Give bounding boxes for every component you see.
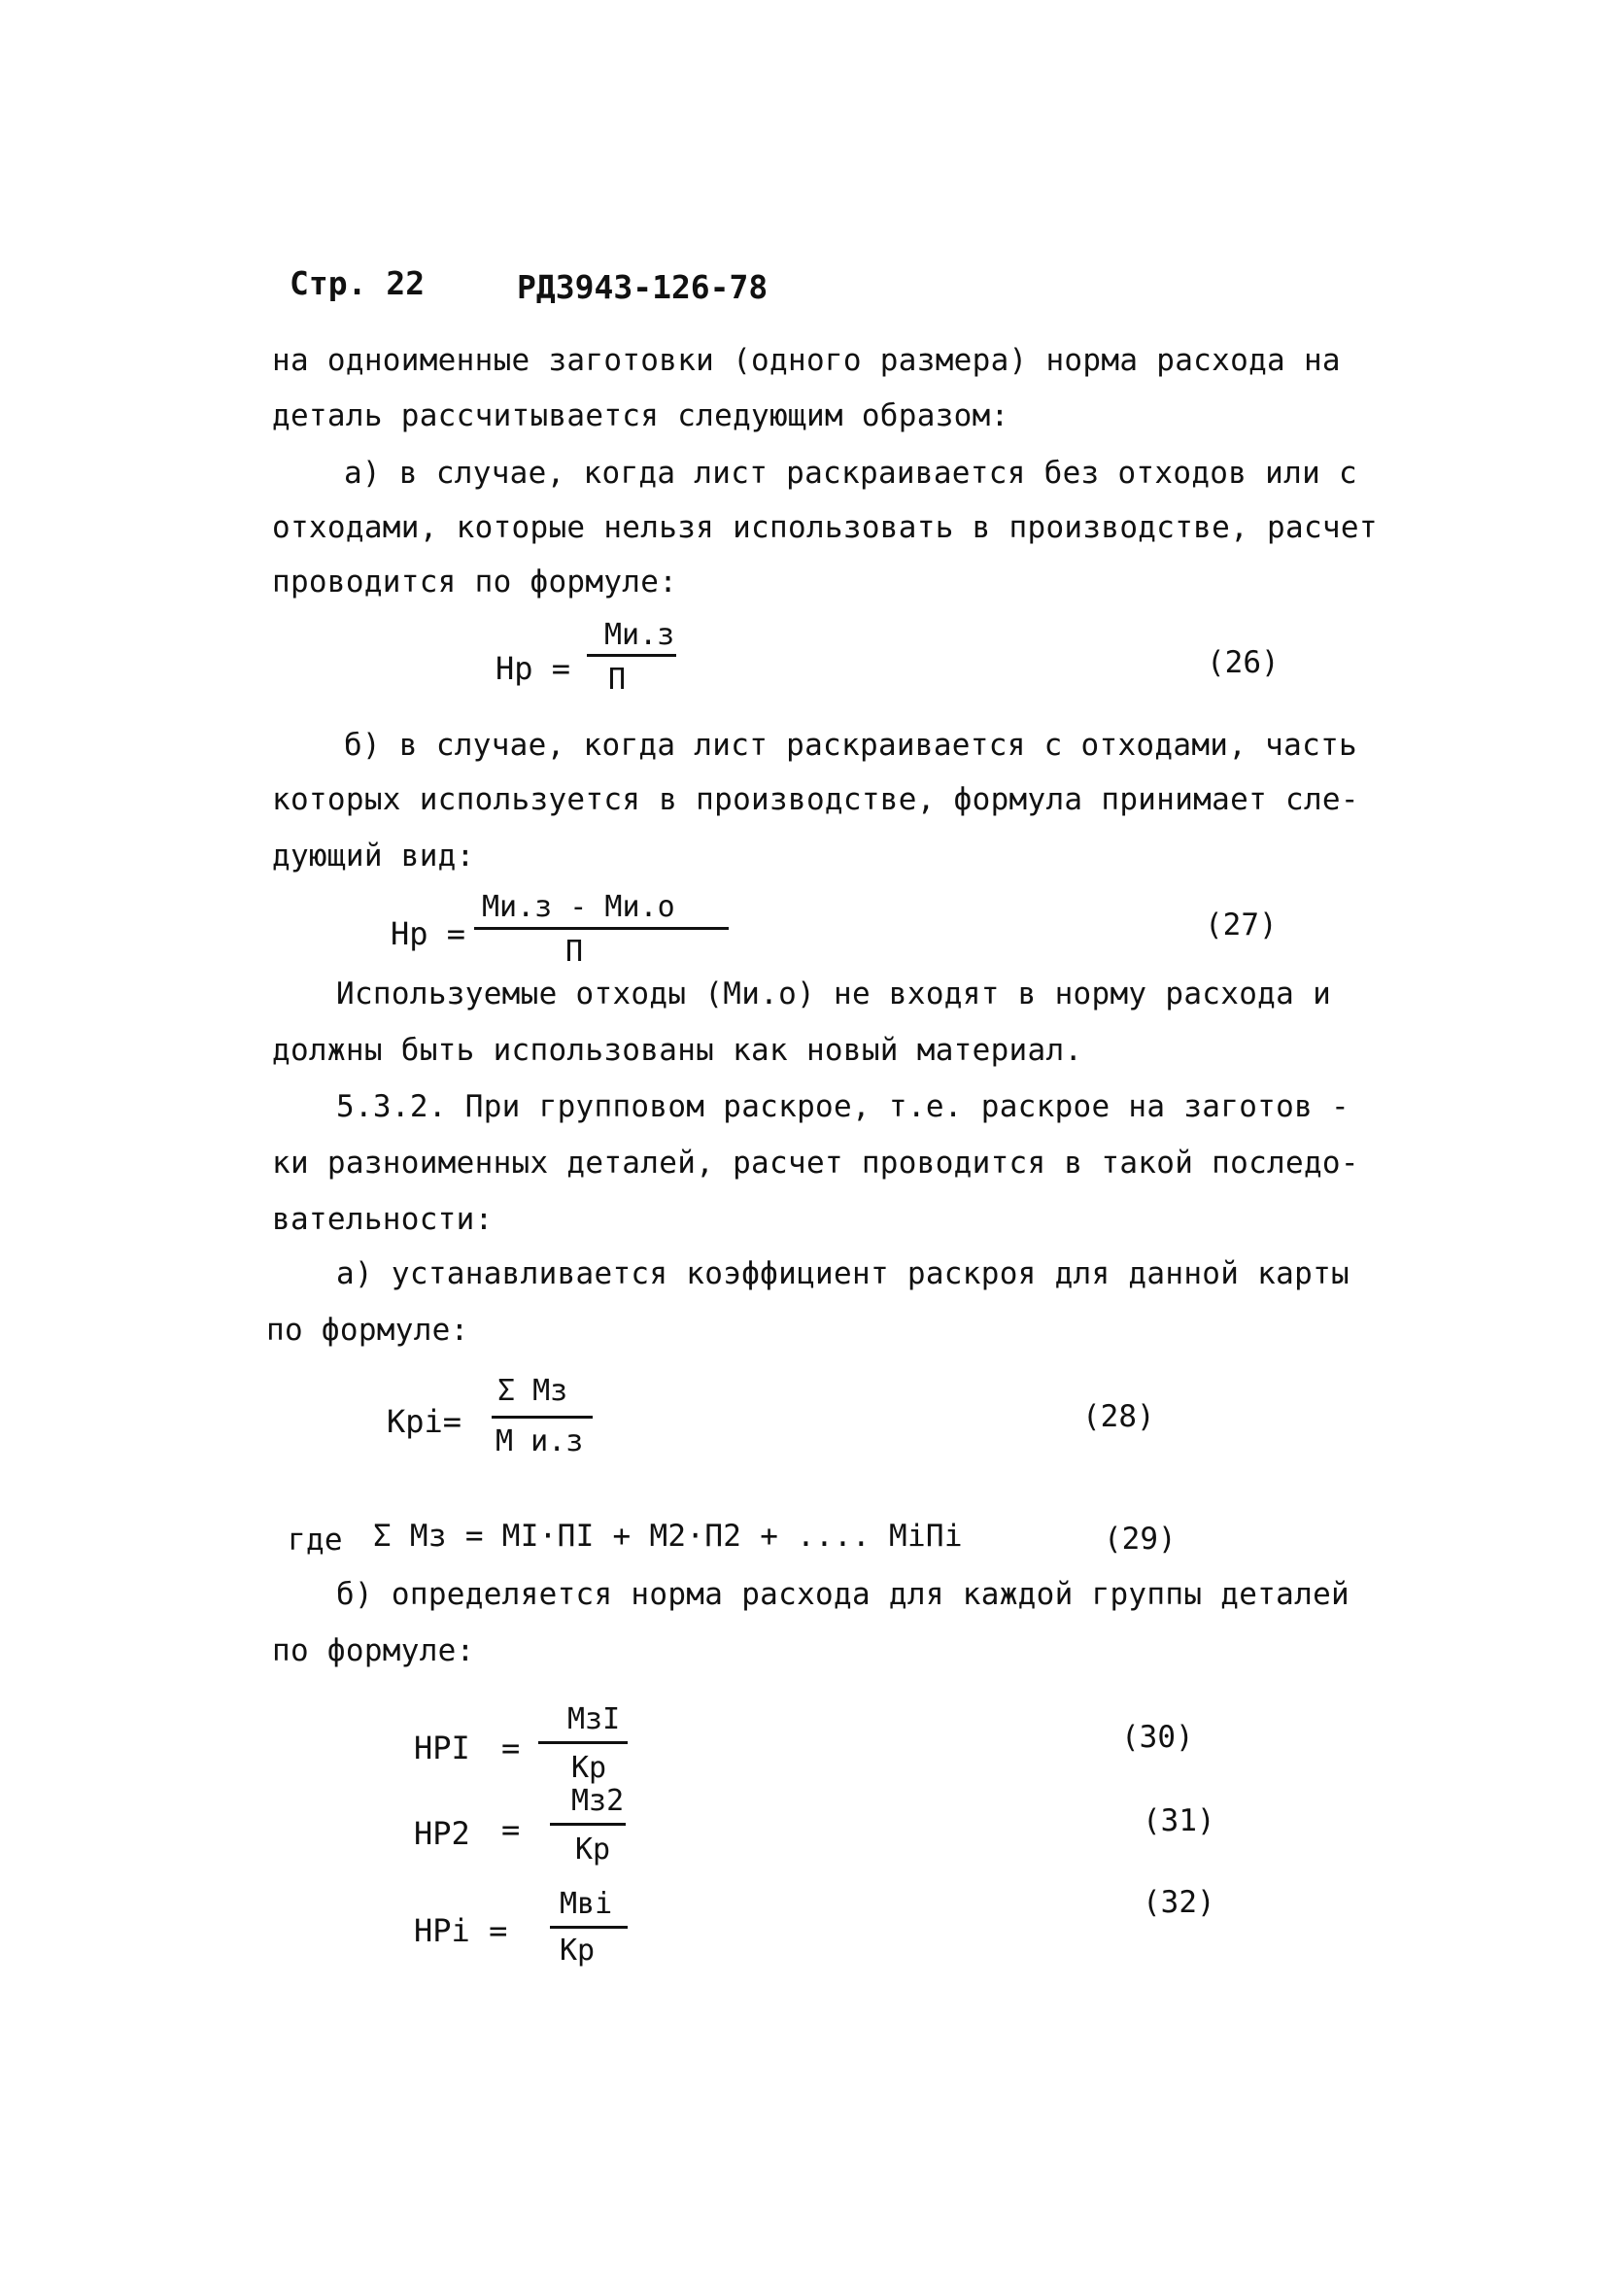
text-line: дующий вид: xyxy=(272,839,475,874)
document-code: РД3943-126-78 xyxy=(517,268,769,306)
formula-26-fraction-bar xyxy=(587,654,676,657)
formula-31-fraction-bar xyxy=(550,1823,626,1826)
text-line: проводится по формуле: xyxy=(272,565,678,600)
text-line: б) в случае, когда лист раскраивается с отходами, часть xyxy=(344,728,1357,763)
formula-27-denominator: П xyxy=(565,935,584,969)
formula-26-number: (26) xyxy=(1207,645,1280,680)
text-line: ки разноименных деталей, расчет проводится в такой последо- xyxy=(272,1146,1359,1181)
formula-28-numerator: Σ Мз xyxy=(497,1374,568,1408)
text-line: должны быть использованы как новый материал. xyxy=(272,1033,1083,1068)
text-line: а) устанавливается коэффициент раскроя для данной карты xyxy=(336,1256,1350,1291)
formula-26-denominator: П xyxy=(608,663,627,697)
text-line: 5.3.2. При групповом раскрое, т.е. раскрое на заготов - xyxy=(336,1089,1350,1124)
formula-31-number: (31) xyxy=(1143,1803,1215,1838)
text-line: которых используется в производстве, формула принимает сле- xyxy=(272,782,1359,817)
formula-26-lhs: Нр = xyxy=(495,650,571,687)
formula-30-number: (30) xyxy=(1121,1720,1194,1755)
formula-29-number: (29) xyxy=(1104,1522,1177,1557)
text-line: по формуле: xyxy=(272,1633,475,1668)
text-line: Используемые отходы (Ми.о) не входят в норму расхода и xyxy=(336,977,1332,1011)
formula-27-number: (27) xyxy=(1205,908,1278,942)
formula-30-denominator: Кр xyxy=(571,1751,607,1785)
formula-31-equals: = xyxy=(501,1811,521,1848)
text-line: вательности: xyxy=(272,1202,494,1237)
text-line: отходами, которые нельзя использовать в производстве, расчет xyxy=(272,510,1378,545)
text-line: деталь рассчитывается следующим образом: xyxy=(272,398,1009,433)
formula-28-lhs: Kpi= xyxy=(387,1403,462,1440)
formula-28-fraction-bar xyxy=(492,1416,593,1419)
formula-32-number: (32) xyxy=(1143,1885,1215,1920)
formula-27-lhs: Нр = xyxy=(391,915,466,952)
page-number: Стр. 22 xyxy=(290,264,426,302)
formula-32-numerator: Мвi xyxy=(560,1887,613,1921)
formula-29-prefix: где xyxy=(288,1523,343,1558)
formula-31-lhs: НР2 xyxy=(414,1815,470,1852)
formula-30-equals: = xyxy=(501,1730,521,1766)
formula-32-denominator: Кр xyxy=(560,1934,596,1968)
text-line: по формуле: xyxy=(266,1313,469,1348)
formula-30-fraction-bar xyxy=(538,1741,628,1744)
formula-30-lhs: НРI xyxy=(414,1730,470,1766)
text-line: б) определяется норма расхода для каждой группы деталей xyxy=(336,1577,1350,1612)
formula-27-fraction-bar xyxy=(474,927,729,930)
formula-31-denominator: Кр xyxy=(575,1833,611,1867)
text-line: а) в случае, когда лист раскраивается без отходов или с xyxy=(344,456,1357,491)
formula-29-expression: Σ Мз = МI·ПI + М2·П2 + .... МiПi xyxy=(373,1519,963,1554)
text-line: на одноименные заготовки (одного размера) норма расхода на xyxy=(272,343,1341,378)
formula-28-denominator: М и.з xyxy=(495,1424,584,1458)
formula-30-numerator: МзI xyxy=(567,1702,621,1736)
formula-32-lhs: НРi = xyxy=(414,1912,508,1949)
formula-28-number: (28) xyxy=(1082,1399,1155,1434)
formula-26-numerator: Ми.з xyxy=(604,618,675,652)
formula-27-numerator: Ми.з - Ми.о xyxy=(482,890,675,924)
formula-31-numerator: Мз2 xyxy=(571,1784,625,1818)
formula-32-fraction-bar xyxy=(550,1926,628,1929)
